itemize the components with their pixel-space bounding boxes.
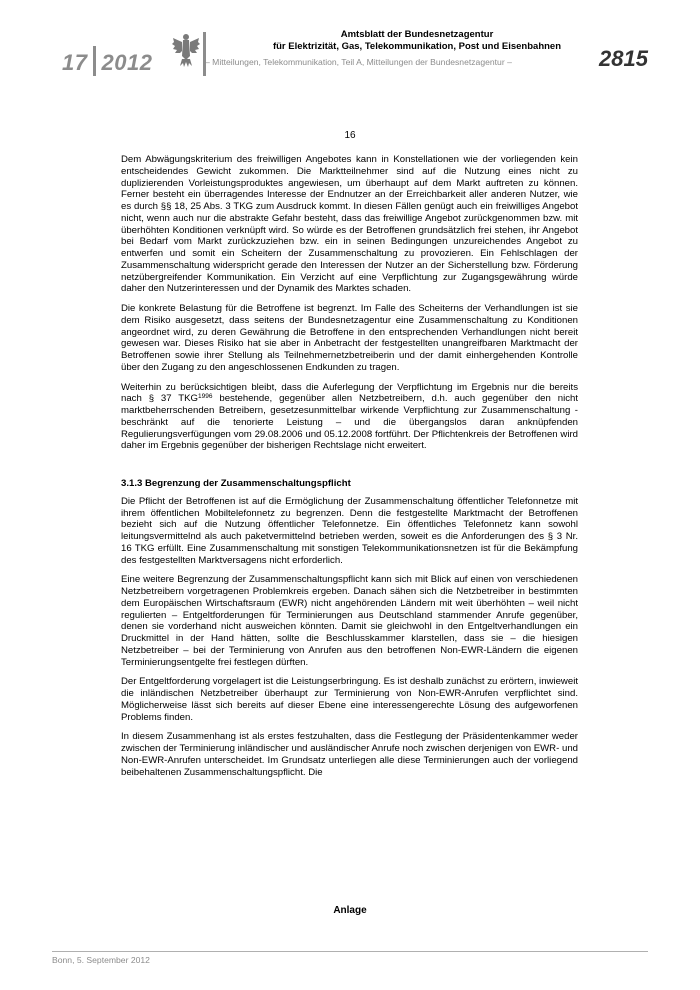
paragraph: Die Pflicht der Betroffenen ist auf die Ermöglichung der Zusammenschaltung öffentlicher Telefonnetze mit ihrem öffentlichen Mobiltelefonnetz zu begrenzen. Denn die festgestellte Marktmacht der Betroffenen bezieht sich auf die Nutzung öffentlicher Telefonnetze. Ein öffentliches Telefonnetz kann sowohl leitungsvermittelnd als auch paketvermittelnd betrieben werden, soweit es die Anforderungen des § 3 Nr. 16 TKG erfüllt. Eine Zusammenschaltung mit sonstigen Telekommunikationsnetzen ist für die Bekämpfung des festgestellten Marktversagens nicht erforderlich. (121, 495, 578, 566)
footnote-superscript: 1996 (198, 393, 213, 401)
footer-divider (52, 951, 648, 952)
federal-eagle-icon (172, 32, 200, 68)
paragraph-text: bestehende, gegenüber allen Netzbetreibern, d.h. auch gegenüber den nicht marktbeherrschenden Betreibern, gesetzesunmittelbar wirkende Verpflichtung zur Zusammenschaltung - beschränkt auf die tenorierte Leistung – und die übergangslos daran anknüpfenden Regulierungsverfügungen vom 29.08.2006 und 05.12.2008 fortführt. Der Pflichtenkreis der Betroffenen wird daher im Ergebnis gegenüber der bisherigen Rechtslage nicht erweitert. (121, 393, 579, 452)
issue-number-value: 17 (62, 50, 88, 75)
issue-separator (93, 46, 96, 76)
attachment-label: Anlage (333, 905, 367, 916)
paragraph-text: Weiterhin zu berücksichtigen bleibt, dass die Auferlegung der Verpflichtung im Ergebnis nur die bereits nach § 37 TKG (121, 381, 578, 405)
paragraph: Dem Abwägungskriterium des freiwilligen Angebotes kann in Konstellationen wie der vorliegenden kein entscheidendes Gewicht zukommen. Die Marktteilnehmer sind auf die Nutzung eines nicht zu duplizierenden Vorleistungsproduktes angewiesen, um überhaupt auf dem Markt auftreten zu können. Ferner besteht ein überragendes Interesse der Endnutzer an der Erreichbarkeit aller anderen Nutzer, wie es durch §§ 18, 25 Abs. 3 TKG zum Ausdruck kommt. In diesen Fällen genügt auch ein freiwilliges Angebot nicht, wenn auch nur die abstrakte Gefahr besteht, dass das freiwillige Angebot zurückgenommen bzw. mit überhöhten Konditionen verknüpft wird. So würde es der Betroffenen grundsätzlich frei stehen, ihr Angebot bei Bedarf vom Markt zurückzuziehen bzw. ein in seinen Bedingungen unzureichendes Angebot zu entwerfen und somit ein Scheitern der Zusammenschaltung zu provozieren. Ein Fehlschlagen der Zusammenschaltung widerspricht gerade den Interessen der Nutzer an der Sicherstellung bzw. Förderung netzübergreifender Kommunikation. Ein Verzicht auf eine Verpflichtung zur Zugangsgewährung würde daher den Nutzerinteressen und der Dynamik des Marktes schaden. (121, 154, 578, 295)
gazette-page-number: 2815 (599, 46, 648, 71)
gazette-title-line2: für Elektrizität, Gas, Telekommunikation, Post und Eisenbahnen (272, 41, 562, 52)
paragraph: Eine weitere Begrenzung der Zusammenschaltungspflicht kann sich mit Blick auf einen von verschiedenen Netzbetreibern vorgetragenen Problemkreis ergeben. Danach sähen sich die Netzbetreiber in bestimmten dem Europäischen Wirtschaftsraum (EWR) nicht angehörenden Ländern mit weit überhöhten – weil nicht regulierten – Entgeltforderungen für Terminierungen aus Deutschland stammender Anrufe gegenüber, denen sie vorderhand nicht ausweichen könnten. Damit sie gleichwohl in den Entgeltverhandlungen ein Druckmittel in der Hand hätten, sollte die Beschlusskammer klarstellen, dass sie – die hiesigen Netzbetreiber – bei der Terminierung von Anrufen aus den betroffenen Non-EWR-Ländern die eigenen Terminierungsentgelte frei festlegen dürften. (121, 574, 578, 668)
footer-place-date: Bonn, 5. September 2012 (52, 955, 150, 965)
paragraph: Die konkrete Belastung für die Betroffene ist begrenzt. Im Falle des Scheiterns der Verhandlungen ist sie dem Risiko ausgesetzt, dass seitens der Bundesnetzagentur eine Zusammenschaltung zu Konditionen angeordnet wird, zu deren Gewährung die Betroffene in den entsprechenden Verhandlungen nicht bereit gewesen war. Dieses Risiko hat sie aber in Anbetracht der festgestellten unangreifbaren Marktmacht der Betroffenen sowie ihrer Stellung als Teilnehmernetzbetreiberin und der damit einhergehenden Kontrolle über den Zugang zu den angeschlossenen Endkunden zu tragen. (121, 303, 578, 373)
issue-number (62, 46, 152, 76)
section-heading: 3.1.3 Begrenzung der Zusammenschaltungspflicht (121, 478, 351, 489)
header-divider (203, 32, 206, 76)
paragraph: Der Entgeltforderung vorgelagert ist die Leistungserbringung. Es ist deshalb zunächst zu erörtern, inwieweit die inländischen Netzbetreiber überhaupt zur Terminierung von Non-EWR-Anrufen verpflichtet sind. Möglicherweise lässt sich bereits auf dieser Ebene eine interessengerechte Lösung des aufgeworfenen Problems finden. (121, 676, 578, 723)
issue-year: 2012 (101, 50, 153, 75)
document-body (121, 154, 578, 786)
paragraph: In diesem Zusammenhang ist als erstes festzuhalten, dass die Festlegung der Präsidentenkammer weder zwischen der Terminierung inländischer und ausländischer Anrufe noch zwischen derjenigen von EWR- und Non-EWR-Anrufen unterscheidet. Im Grundsatz unterliegen alle diese Terminierungen auch der vorliegend beibehaltenen Zusammenschaltungspflicht. Die (121, 731, 578, 778)
document-page-number: 16 (344, 130, 356, 141)
gazette-title-line1: Amtsblatt der Bundesnetzagentur (340, 29, 494, 40)
gazette-title (212, 29, 622, 53)
gazette-subtitle: – Mitteilungen, Telekommunikation, Teil A, Mitteilungen der Bundesnetzagentur – (205, 57, 512, 67)
paragraph (121, 382, 578, 453)
